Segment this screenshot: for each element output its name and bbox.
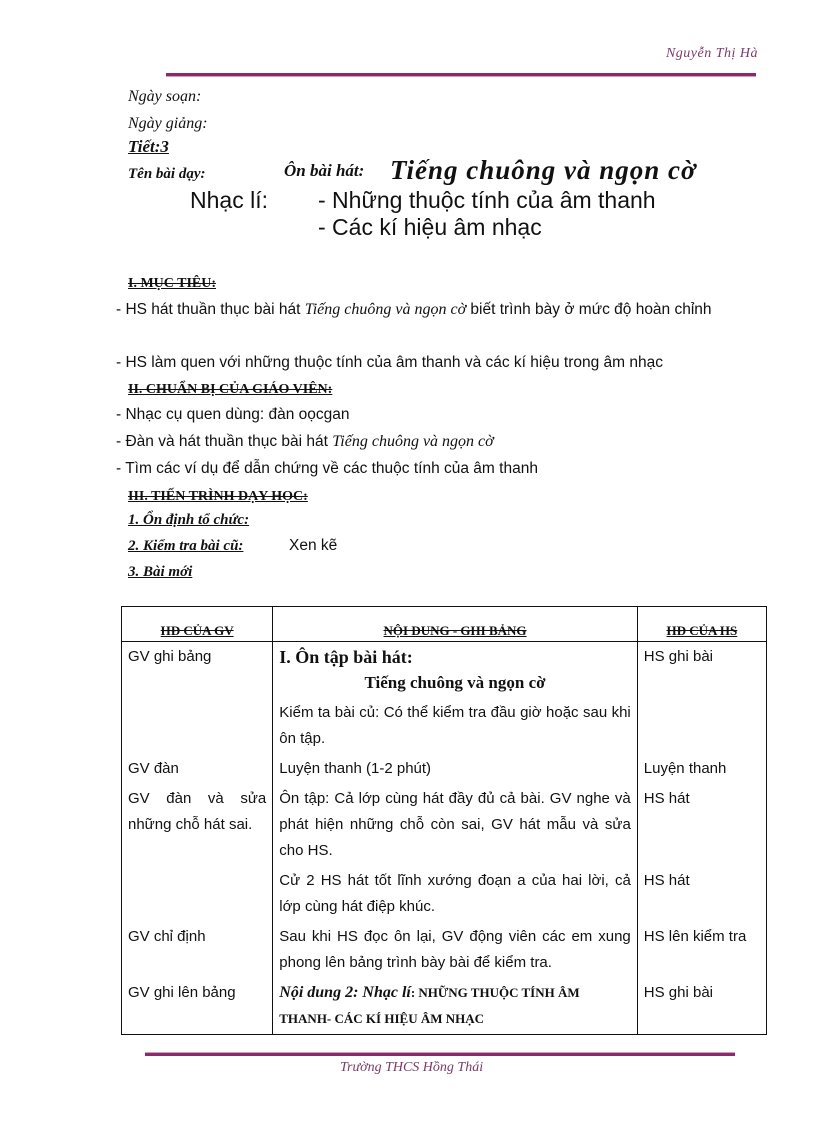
nd-song: Tiếng chuông và ngọn cờ <box>364 673 546 692</box>
cell-gv <box>122 698 273 754</box>
table-row <box>122 866 767 922</box>
cell-nd: Kiểm ta bài củ: Có thể kiểm tra đầu giờ hoặc sau khi ôn tập. <box>273 698 638 754</box>
chuan-bi-2: - Đàn và hát thuần thục bài hát Tiếng chuông và ngọn cờ <box>116 433 494 450</box>
cell-gv: GV ghi lên bảng <box>122 978 273 1035</box>
bai-moi: 3. Bài mới <box>128 564 193 580</box>
table-row <box>122 922 767 978</box>
kiem-tra: 2. Kiểm tra bài cũ: <box>128 538 244 554</box>
nhac-li-label: Nhạc lí: <box>190 187 268 213</box>
cell-gv: GV chỉ định <box>122 922 273 978</box>
cell-gv: GV ghi bảng <box>122 642 273 699</box>
on-bai-hat-label: Ôn bài hát: <box>284 161 365 180</box>
header-gv: HĐ CỦA GV <box>122 607 273 642</box>
cell-gv: GV đàn <box>122 754 273 784</box>
header-noi-dung: NỘI DUNG - GHI BẢNG <box>273 607 638 642</box>
cell-hs: Luyện thanh <box>637 754 766 784</box>
table-row <box>122 784 767 866</box>
cell-nd: Ôn tập: Cả lớp cùng hát đầy đủ cả bài. GV nghe và phát hiện những chỗ còn sai, GV hát mẫu và sửa cho HS. <box>273 784 638 866</box>
cell-nd: Sau khi HS đọc ôn lại, GV động viên các em xung phong lên bảng trình bày bài để kiểm tra. <box>273 922 638 978</box>
lesson-table <box>121 606 767 1035</box>
ngay-soan: Ngày soạn: <box>128 88 202 105</box>
section-muc-tieu: I. MỤC TIÊU: <box>128 276 217 291</box>
cell-hs: HS hát <box>637 784 766 866</box>
table-row <box>122 754 767 784</box>
cell-hs: HS lên kiểm tra <box>637 922 766 978</box>
cell-nd: Nội dung 2: Nhạc lí: NHỮNG THUỘC TÍNH ÂM THANH- CÁC KÍ HIỆU ÂM NHẠC <box>273 978 638 1035</box>
footer-rule <box>145 1052 735 1056</box>
table-row <box>122 642 767 699</box>
nhac-li-item: - Các kí hiệu âm nhạc <box>318 214 542 240</box>
author-header: Nguyễn Thị Hà <box>665 46 758 61</box>
table-header-row <box>122 607 767 642</box>
song-title: Tiếng chuông và ngọn cờ <box>390 155 697 185</box>
cell-gv: GV đàn và sửa những chỗ hát sai. <box>122 784 273 866</box>
on-dinh: 1. Ổn định tổ chức: <box>128 512 250 528</box>
cell-hs: HS hát <box>637 866 766 922</box>
nhac-li-item: - Những thuộc tính của âm thanh <box>318 187 656 213</box>
cell-hs: HS ghi bài <box>637 642 766 699</box>
cell-gv <box>122 866 273 922</box>
chuan-bi-1: - Nhạc cụ quen dùng: đàn oọcgan <box>116 406 350 423</box>
cell-nd: Cử 2 HS hát tốt lĩnh xướng đoạn a của hai lời, cả lớp cùng hát điệp khúc. <box>273 866 638 922</box>
header-hs: HĐ CỦA HS <box>637 607 766 642</box>
cell-nd <box>273 642 638 699</box>
muc-tieu-1: - HS hát thuần thục bài hát Tiếng chuông và ngọn cờ biết trình bày ở mức độ hoàn chỉnh <box>116 301 712 318</box>
cell-nd: Luyện thanh (1-2 phút) <box>273 754 638 784</box>
cell-hs: HS ghi bài <box>637 978 766 1035</box>
section-tien-trinh: III. TIẾN TRÌNH DẠY HỌC: <box>128 489 308 504</box>
nd-heading: I. Ôn tập bài hát: <box>279 647 413 667</box>
table-row <box>122 978 767 1035</box>
header-rule <box>166 73 756 77</box>
section-chuan-bi: II. CHUẨN BỊ CỦA GIÁO VIÊN: <box>128 382 333 397</box>
chuan-bi-3: - Tìm các ví dụ để dẫn chứng về các thuộc tính của âm thanh <box>116 460 538 477</box>
kiem-tra-value: Xen kẽ <box>289 537 338 554</box>
footer-school: Trường THCS Hồng Thái <box>340 1060 484 1074</box>
tiet-label: Tiết:3 <box>128 137 169 156</box>
muc-tieu-2: - HS làm quen với những thuộc tính của âm thanh và các kí hiệu trong âm nhạc <box>116 354 663 371</box>
cell-hs <box>637 698 766 754</box>
ten-bai-label: Tên bài dạy: <box>128 166 206 182</box>
table-row <box>122 698 767 754</box>
ngay-giang: Ngày giảng: <box>128 115 208 132</box>
